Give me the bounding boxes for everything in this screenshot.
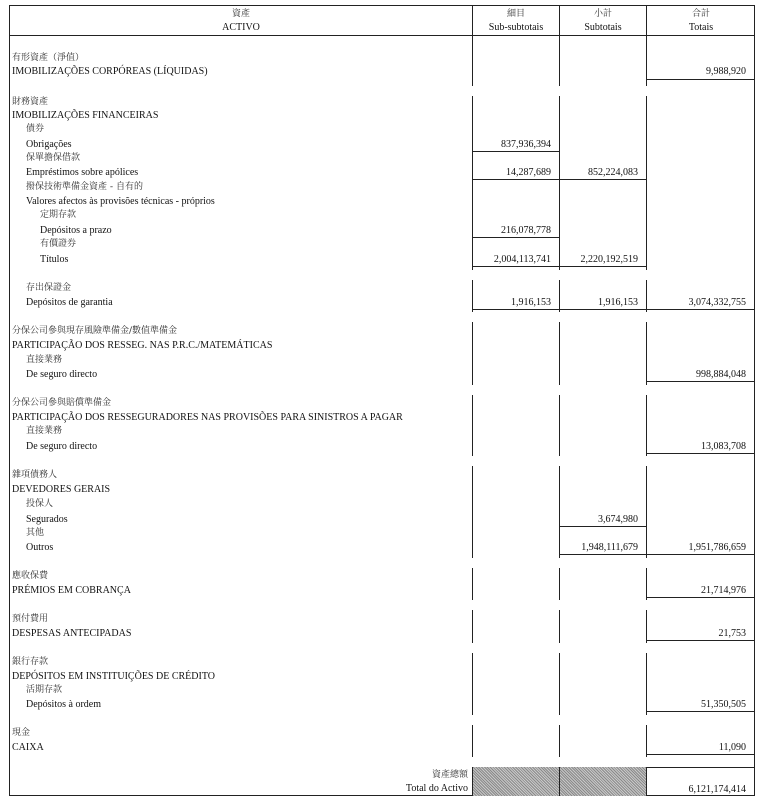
line-label-zh: 撥保技術準備金資產 - 自有的 <box>26 182 143 192</box>
line-label: Outros <box>26 542 54 553</box>
subtotal-underline <box>560 179 646 180</box>
sub-value: 216,078,778 <box>501 225 551 236</box>
line-label-zh: 其他 <box>26 528 45 538</box>
line-label-zh: 存出保證金 <box>26 283 72 293</box>
subtotal-underline <box>560 554 646 555</box>
section-title: PRÉMIOS EM COBRANÇA <box>12 585 131 596</box>
header-activo: 資產 ACTIVO <box>222 9 260 33</box>
section-title-zh: 雜項債務人 <box>12 470 58 480</box>
section-gap <box>10 558 754 568</box>
column-divider <box>472 6 473 795</box>
sub-underline <box>473 237 559 238</box>
total-underline <box>647 79 755 80</box>
line-label: Segurados <box>26 514 68 525</box>
total-value: 51,350,505 <box>701 699 746 710</box>
section-title-zh: 財務資產 <box>12 97 49 107</box>
balance-sheet-table <box>9 5 755 796</box>
total-underline <box>647 597 755 598</box>
section-gap <box>10 600 754 610</box>
line-label: De seguro directo <box>26 369 98 380</box>
subtotal-value: 3,674,980 <box>598 514 638 525</box>
sub-value: 837,936,394 <box>501 139 551 150</box>
section-title: PARTICIPAÇÃO DOS RESSEG. NAS P.R.C./MATEMÁTICAS <box>12 340 273 351</box>
sub-underline <box>473 179 559 180</box>
total-value: 21,714,976 <box>701 585 746 596</box>
line-label-zh: 直接業務 <box>26 355 63 365</box>
sub-value: 1,916,153 <box>511 297 551 308</box>
section-title-zh: 分保公司參與現存風險準備金/數值準備金 <box>12 326 178 336</box>
section-title-zh: 預付費用 <box>12 614 49 624</box>
section-gap <box>10 715 754 725</box>
line-label: Depósitos a prazo <box>40 225 112 236</box>
total-underline <box>647 640 755 641</box>
subtotal-value: 1,916,153 <box>598 297 638 308</box>
section-title: DEVEDORES GERAIS <box>12 484 111 495</box>
line-label: Obrigações <box>26 139 72 150</box>
sub-underline <box>473 266 559 267</box>
total-underline <box>647 754 755 755</box>
line-label-zh: 債券 <box>26 124 45 134</box>
section-gap <box>10 757 754 767</box>
subtotal-underline <box>560 526 646 527</box>
section-gap <box>10 86 754 96</box>
section-gap <box>10 643 754 653</box>
line-label: Depósitos à ordem <box>26 699 101 710</box>
section-title-zh: 銀行存款 <box>12 657 49 667</box>
line-label-zh: 投保人 <box>26 499 54 509</box>
section-gap <box>10 312 754 322</box>
total-rule <box>647 767 755 768</box>
section-title-zh: 應收保費 <box>12 571 49 581</box>
total-value: 13,083,708 <box>701 441 746 452</box>
sub-underline <box>473 151 559 152</box>
grand-total-value: 6,121,174,414 <box>688 784 746 795</box>
header-totais: 合計 Totais <box>688 9 714 33</box>
subtotal-value: 1,948,111,679 <box>581 542 638 553</box>
section-title-zh: 現金 <box>12 728 31 738</box>
header-divider <box>10 35 754 36</box>
subtotal-underline <box>560 309 646 310</box>
line-label: Empréstimos sobre apólices <box>26 167 139 178</box>
total-value: 1,951,786,659 <box>688 542 746 553</box>
line-label: De seguro directo <box>26 441 98 452</box>
section-gap <box>10 385 754 395</box>
column-divider <box>646 6 647 795</box>
section-title: DESPESAS ANTECIPADAS <box>12 628 132 639</box>
section-title-zh: 分保公司參與賠償準備金 <box>12 398 112 408</box>
section-title: DEPÓSITOS EM INSTITUIÇÕES DE CRÉDITO <box>12 671 215 682</box>
line-label-zh: 定期存款 <box>40 210 77 220</box>
total-value: 11,090 <box>718 742 746 753</box>
total-underline <box>647 309 755 310</box>
subtotal-value: 852,224,083 <box>588 167 638 178</box>
total-underline <box>647 453 755 454</box>
line-label: Valores afectos às provisões técnicas - próprios <box>26 196 215 207</box>
total-underline <box>647 711 755 712</box>
section-gap <box>10 456 754 466</box>
shaded-cell <box>473 767 559 796</box>
total-value: 3,074,332,755 <box>688 297 746 308</box>
section-title: CAIXA <box>12 742 44 753</box>
total-value: 9,988,920 <box>706 66 746 77</box>
line-label-zh: 活期存款 <box>26 685 63 695</box>
grand-total-label: 資產總額 Total do Activo <box>405 770 468 794</box>
line-label-zh: 直接業務 <box>26 426 63 436</box>
sub-value: 14,287,689 <box>506 167 551 178</box>
line-label-zh: 有價證券 <box>40 239 77 249</box>
total-underline <box>647 381 755 382</box>
header-sub-subtotais: 細目 Sub-subtotais <box>488 9 544 33</box>
section-title: PARTICIPAÇÃO DOS RESSEGURADORES NAS PROVISÕES PARA SINISTROS A PAGAR <box>12 412 403 423</box>
section-gap <box>10 270 754 280</box>
section-title-zh: 有形資產（淨值） <box>12 53 85 63</box>
subtotal-underline <box>560 266 646 267</box>
line-label: Depósitos de garantia <box>26 297 113 308</box>
total-value: 998,884,048 <box>696 369 746 380</box>
sub-underline <box>473 309 559 310</box>
line-label-zh: 保單擔保借款 <box>26 153 81 163</box>
total-underline <box>647 554 755 555</box>
shaded-cell <box>560 767 646 796</box>
line-label: Títulos <box>40 254 69 265</box>
total-value: 21,753 <box>718 628 746 639</box>
section-title: IMOBILIZAÇÕES CORPÓREAS (LÍQUIDAS) <box>12 66 208 77</box>
subtotal-value: 2,220,192,519 <box>580 254 638 265</box>
column-divider <box>559 6 560 795</box>
sub-value: 2,004,113,741 <box>493 254 551 265</box>
header-subtotais: 小計 Subtotais <box>584 9 622 33</box>
section-title: IMOBILIZAÇÕES FINANCEIRAS <box>12 110 159 121</box>
